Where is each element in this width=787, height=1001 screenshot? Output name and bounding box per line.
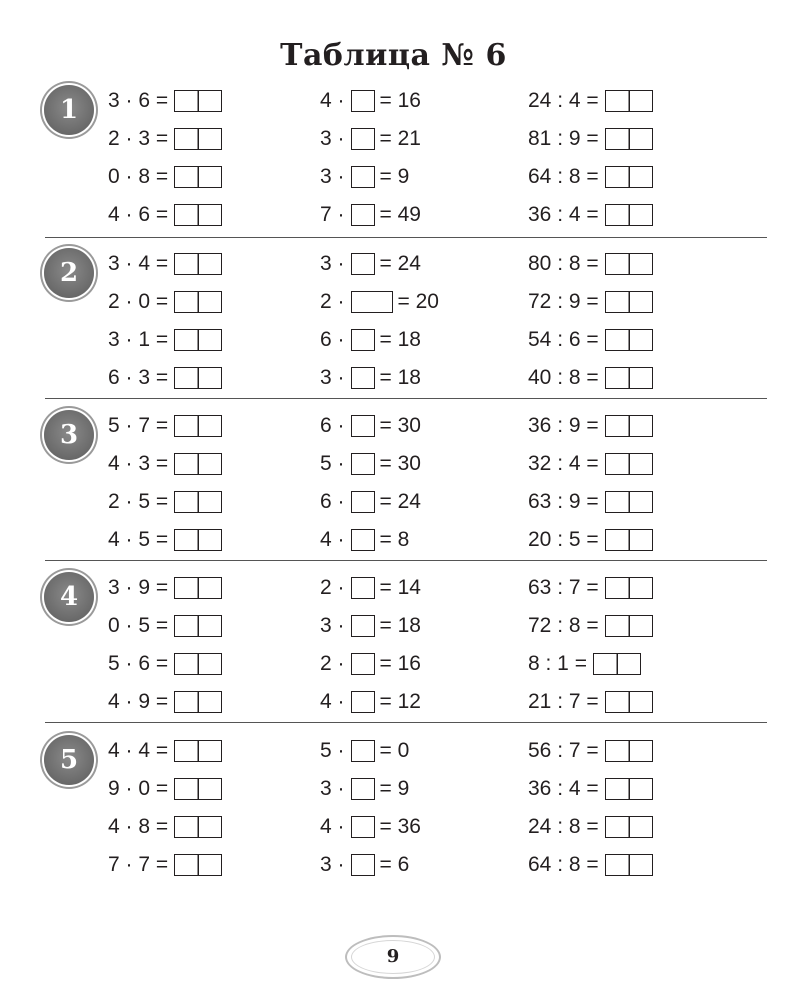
problem-expression: 32 : 4 = bbox=[528, 452, 599, 476]
problem-expression: 2 · 3 = bbox=[108, 127, 169, 151]
answer-box[interactable] bbox=[174, 653, 222, 675]
missing-factor-box[interactable] bbox=[351, 577, 375, 599]
division-problem bbox=[528, 165, 653, 189]
missing-factor-box[interactable] bbox=[351, 453, 375, 475]
division-problem bbox=[528, 89, 653, 113]
known-factor: 6 · bbox=[320, 414, 345, 438]
multiplication-problem bbox=[108, 490, 222, 514]
problem-expression: 2 · 5 = bbox=[108, 490, 169, 514]
section-number-badge: 2 bbox=[44, 248, 94, 298]
product-result: = 18 bbox=[379, 366, 421, 390]
multiplication-problem bbox=[108, 290, 222, 314]
multiplication-problem bbox=[108, 528, 222, 552]
missing-factor-problem bbox=[320, 614, 421, 638]
answer-box[interactable] bbox=[605, 90, 653, 112]
multiplication-problem bbox=[108, 127, 222, 151]
missing-factor-problem bbox=[320, 815, 421, 839]
section-divider bbox=[45, 722, 767, 723]
product-result: = 6 bbox=[379, 853, 410, 877]
answer-box[interactable] bbox=[605, 577, 653, 599]
answer-box[interactable] bbox=[174, 615, 222, 637]
problem-expression: 64 : 8 = bbox=[528, 853, 599, 877]
answer-box[interactable] bbox=[174, 329, 222, 351]
division-problem bbox=[528, 203, 653, 227]
exercise-section-1 bbox=[0, 85, 787, 245]
answer-box[interactable] bbox=[605, 691, 653, 713]
answer-box[interactable] bbox=[605, 529, 653, 551]
missing-factor-problem bbox=[320, 328, 421, 352]
missing-factor-problem bbox=[320, 203, 421, 227]
product-result: = 14 bbox=[379, 576, 421, 600]
missing-factor-box[interactable] bbox=[351, 367, 375, 389]
known-factor: 3 · bbox=[320, 366, 345, 390]
product-result: = 49 bbox=[379, 203, 421, 227]
missing-factor-problem bbox=[320, 165, 409, 189]
problem-expression: 72 : 9 = bbox=[528, 290, 599, 314]
product-result: = 9 bbox=[379, 777, 410, 801]
product-result: = 18 bbox=[379, 614, 421, 638]
missing-factor-box[interactable] bbox=[351, 90, 375, 112]
problem-expression: 24 : 4 = bbox=[528, 89, 599, 113]
section-number-badge: 5 bbox=[44, 735, 94, 785]
multiplication-problem bbox=[108, 652, 222, 676]
multiplication-problem bbox=[108, 777, 222, 801]
known-factor: 4 · bbox=[320, 690, 345, 714]
known-factor: 6 · bbox=[320, 328, 345, 352]
missing-factor-box[interactable] bbox=[351, 253, 375, 275]
missing-factor-problem bbox=[320, 652, 421, 676]
product-result: = 36 bbox=[379, 815, 421, 839]
division-problem bbox=[528, 853, 653, 877]
problem-expression: 5 · 6 = bbox=[108, 652, 169, 676]
division-problem bbox=[528, 739, 653, 763]
answer-box[interactable] bbox=[605, 291, 653, 313]
division-problem bbox=[528, 328, 653, 352]
missing-factor-problem bbox=[320, 89, 421, 113]
missing-factor-problem bbox=[320, 252, 421, 276]
problem-expression: 63 : 7 = bbox=[528, 576, 599, 600]
problem-expression: 4 · 9 = bbox=[108, 690, 169, 714]
missing-factor-box[interactable] bbox=[351, 204, 375, 226]
missing-factor-problem bbox=[320, 690, 421, 714]
product-result: = 12 bbox=[379, 690, 421, 714]
division-problem bbox=[528, 815, 653, 839]
product-result: = 18 bbox=[379, 328, 421, 352]
multiplication-problem bbox=[108, 853, 222, 877]
multiplication-problem bbox=[108, 89, 222, 113]
problem-expression: 72 : 8 = bbox=[528, 614, 599, 638]
division-problem bbox=[528, 414, 653, 438]
problem-expression: 4 · 4 = bbox=[108, 739, 169, 763]
division-problem bbox=[528, 777, 653, 801]
division-problem bbox=[528, 614, 653, 638]
product-result: = 8 bbox=[379, 528, 410, 552]
missing-factor-box[interactable] bbox=[351, 491, 375, 513]
missing-factor-problem bbox=[320, 290, 439, 314]
known-factor: 3 · bbox=[320, 165, 345, 189]
missing-factor-box[interactable] bbox=[351, 291, 393, 313]
missing-factor-problem bbox=[320, 777, 409, 801]
problem-expression: 9 · 0 = bbox=[108, 777, 169, 801]
multiplication-problem bbox=[108, 414, 222, 438]
exercise-section-5 bbox=[0, 735, 787, 895]
known-factor: 3 · bbox=[320, 614, 345, 638]
multiplication-problem bbox=[108, 576, 222, 600]
answer-box[interactable] bbox=[174, 453, 222, 475]
answer-box[interactable] bbox=[605, 128, 653, 150]
multiplication-problem bbox=[108, 252, 222, 276]
answer-box[interactable] bbox=[605, 415, 653, 437]
problem-expression: 56 : 7 = bbox=[528, 739, 599, 763]
answer-box[interactable] bbox=[174, 816, 222, 838]
answer-box[interactable] bbox=[593, 653, 641, 675]
answer-box[interactable] bbox=[174, 367, 222, 389]
problem-expression: 20 : 5 = bbox=[528, 528, 599, 552]
answer-box[interactable] bbox=[605, 166, 653, 188]
problem-expression: 2 · 0 = bbox=[108, 290, 169, 314]
section-divider bbox=[45, 237, 767, 238]
missing-factor-problem bbox=[320, 127, 421, 151]
problem-expression: 3 · 4 = bbox=[108, 252, 169, 276]
answer-box[interactable] bbox=[174, 740, 222, 762]
problem-expression: 8 : 1 = bbox=[528, 652, 587, 676]
missing-factor-problem bbox=[320, 366, 421, 390]
known-factor: 4 · bbox=[320, 528, 345, 552]
division-problem bbox=[528, 690, 653, 714]
answer-box[interactable] bbox=[174, 204, 222, 226]
problem-expression: 6 · 3 = bbox=[108, 366, 169, 390]
product-result: = 20 bbox=[397, 290, 439, 314]
problem-expression: 80 : 8 = bbox=[528, 252, 599, 276]
problem-expression: 36 : 4 = bbox=[528, 777, 599, 801]
problem-expression: 0 · 8 = bbox=[108, 165, 169, 189]
missing-factor-problem bbox=[320, 576, 421, 600]
missing-factor-problem bbox=[320, 452, 421, 476]
problem-expression: 54 : 6 = bbox=[528, 328, 599, 352]
exercise-section-3 bbox=[0, 410, 787, 570]
multiplication-problem bbox=[108, 452, 222, 476]
division-problem bbox=[528, 452, 653, 476]
answer-box[interactable] bbox=[174, 691, 222, 713]
division-problem bbox=[528, 576, 653, 600]
problem-expression: 4 · 3 = bbox=[108, 452, 169, 476]
answer-box[interactable] bbox=[605, 367, 653, 389]
known-factor: 2 · bbox=[320, 652, 345, 676]
product-result: = 9 bbox=[379, 165, 410, 189]
known-factor: 4 · bbox=[320, 815, 345, 839]
answer-box[interactable] bbox=[605, 778, 653, 800]
section-number-badge: 3 bbox=[44, 410, 94, 460]
missing-factor-problem bbox=[320, 528, 409, 552]
problem-expression: 36 : 4 = bbox=[528, 203, 599, 227]
product-result: = 16 bbox=[379, 652, 421, 676]
answer-box[interactable] bbox=[174, 90, 222, 112]
section-divider bbox=[45, 560, 767, 561]
product-result: = 24 bbox=[379, 252, 421, 276]
known-factor: 2 · bbox=[320, 290, 345, 314]
missing-factor-problem bbox=[320, 739, 409, 763]
known-factor: 4 · bbox=[320, 89, 345, 113]
product-result: = 30 bbox=[379, 414, 421, 438]
division-problem bbox=[528, 528, 653, 552]
answer-box[interactable] bbox=[605, 491, 653, 513]
answer-box[interactable] bbox=[174, 253, 222, 275]
answer-box[interactable] bbox=[174, 529, 222, 551]
answer-box[interactable] bbox=[174, 491, 222, 513]
known-factor: 5 · bbox=[320, 452, 345, 476]
problem-expression: 0 · 5 = bbox=[108, 614, 169, 638]
exercise-section-2 bbox=[0, 248, 787, 408]
multiplication-problem bbox=[108, 366, 222, 390]
problem-expression: 4 · 6 = bbox=[108, 203, 169, 227]
known-factor: 2 · bbox=[320, 576, 345, 600]
division-problem bbox=[528, 490, 653, 514]
answer-box[interactable] bbox=[174, 415, 222, 437]
problem-expression: 64 : 8 = bbox=[528, 165, 599, 189]
division-problem bbox=[528, 652, 641, 676]
multiplication-problem bbox=[108, 690, 222, 714]
problem-expression: 3 · 1 = bbox=[108, 328, 169, 352]
division-problem bbox=[528, 290, 653, 314]
product-result: = 24 bbox=[379, 490, 421, 514]
multiplication-problem bbox=[108, 328, 222, 352]
answer-box[interactable] bbox=[605, 816, 653, 838]
problem-expression: 3 · 6 = bbox=[108, 89, 169, 113]
multiplication-problem bbox=[108, 614, 222, 638]
missing-factor-box[interactable] bbox=[351, 653, 375, 675]
problem-expression: 36 : 9 = bbox=[528, 414, 599, 438]
problem-expression: 40 : 8 = bbox=[528, 366, 599, 390]
problem-expression: 63 : 9 = bbox=[528, 490, 599, 514]
exercise-section-4 bbox=[0, 572, 787, 732]
known-factor: 3 · bbox=[320, 252, 345, 276]
missing-factor-box[interactable] bbox=[351, 415, 375, 437]
missing-factor-box[interactable] bbox=[351, 816, 375, 838]
product-result: = 16 bbox=[379, 89, 421, 113]
multiplication-problem bbox=[108, 739, 222, 763]
section-number-badge: 1 bbox=[44, 85, 94, 135]
answer-box[interactable] bbox=[174, 854, 222, 876]
product-result: = 0 bbox=[379, 739, 410, 763]
missing-factor-problem bbox=[320, 490, 421, 514]
problem-expression: 3 · 9 = bbox=[108, 576, 169, 600]
answer-box[interactable] bbox=[605, 740, 653, 762]
problem-expression: 5 · 7 = bbox=[108, 414, 169, 438]
answer-box[interactable] bbox=[174, 577, 222, 599]
missing-factor-box[interactable] bbox=[351, 329, 375, 351]
section-divider bbox=[45, 398, 767, 399]
division-problem bbox=[528, 366, 653, 390]
answer-box[interactable] bbox=[605, 253, 653, 275]
answer-box[interactable] bbox=[174, 778, 222, 800]
multiplication-problem bbox=[108, 815, 222, 839]
problem-expression: 7 · 7 = bbox=[108, 853, 169, 877]
answer-box[interactable] bbox=[605, 204, 653, 226]
answer-box[interactable] bbox=[605, 854, 653, 876]
problem-expression: 4 · 8 = bbox=[108, 815, 169, 839]
known-factor: 3 · bbox=[320, 853, 345, 877]
problem-expression: 21 : 7 = bbox=[528, 690, 599, 714]
section-number-badge: 4 bbox=[44, 572, 94, 622]
answer-box[interactable] bbox=[605, 615, 653, 637]
multiplication-problem bbox=[108, 165, 222, 189]
known-factor: 7 · bbox=[320, 203, 345, 227]
multiplication-problem bbox=[108, 203, 222, 227]
missing-factor-box[interactable] bbox=[351, 615, 375, 637]
page-number-badge bbox=[345, 935, 441, 979]
division-problem bbox=[528, 252, 653, 276]
answer-box[interactable] bbox=[605, 453, 653, 475]
answer-box[interactable] bbox=[174, 128, 222, 150]
missing-factor-box[interactable] bbox=[351, 740, 375, 762]
problem-expression: 81 : 9 = bbox=[528, 127, 599, 151]
known-factor: 5 · bbox=[320, 739, 345, 763]
page-number: 9 bbox=[386, 946, 400, 967]
missing-factor-problem bbox=[320, 414, 421, 438]
known-factor: 3 · bbox=[320, 777, 345, 801]
page-title: Таблица № 6 bbox=[280, 38, 507, 73]
missing-factor-box[interactable] bbox=[351, 128, 375, 150]
product-result: = 21 bbox=[379, 127, 421, 151]
division-problem bbox=[528, 127, 653, 151]
missing-factor-box[interactable] bbox=[351, 166, 375, 188]
problem-expression: 4 · 5 = bbox=[108, 528, 169, 552]
product-result: = 30 bbox=[379, 452, 421, 476]
known-factor: 3 · bbox=[320, 127, 345, 151]
answer-box[interactable] bbox=[605, 329, 653, 351]
missing-factor-box[interactable] bbox=[351, 854, 375, 876]
missing-factor-problem bbox=[320, 853, 409, 877]
answer-box[interactable] bbox=[174, 291, 222, 313]
known-factor: 6 · bbox=[320, 490, 345, 514]
missing-factor-box[interactable] bbox=[351, 691, 375, 713]
problem-expression: 24 : 8 = bbox=[528, 815, 599, 839]
missing-factor-box[interactable] bbox=[351, 778, 375, 800]
missing-factor-box[interactable] bbox=[351, 529, 375, 551]
answer-box[interactable] bbox=[174, 166, 222, 188]
